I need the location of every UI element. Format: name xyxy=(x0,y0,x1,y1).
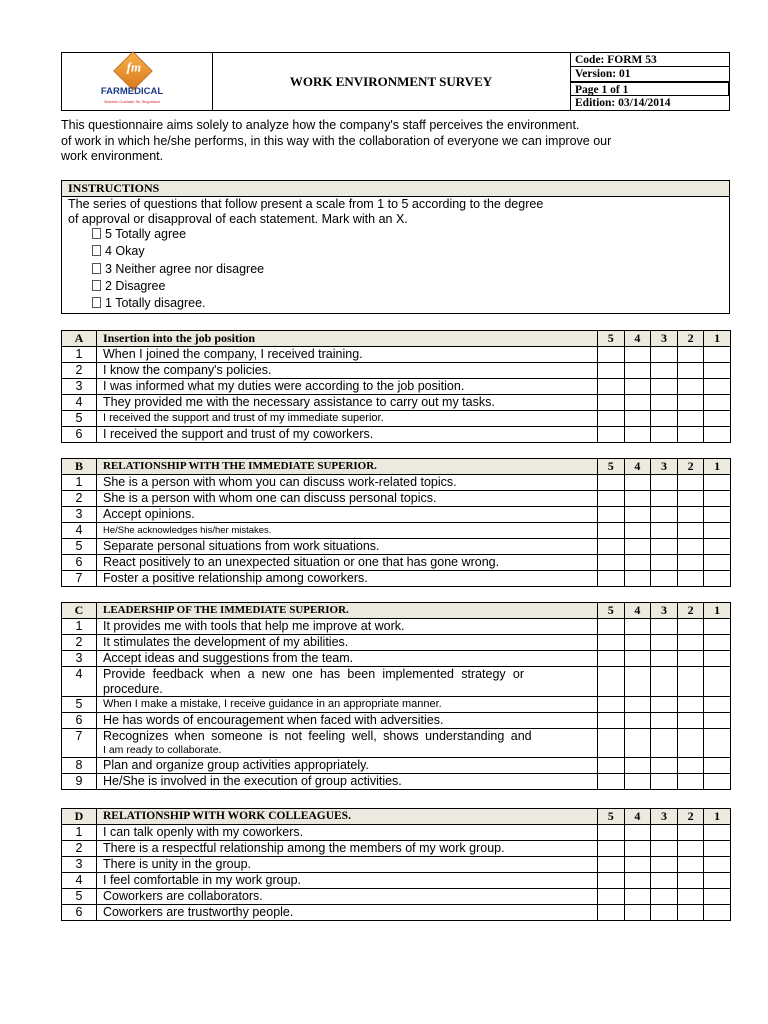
question-row xyxy=(62,363,731,379)
section-title: RELATIONSHIP WITH THE IMMEDIATE SUPERIOR. xyxy=(97,459,598,475)
answer-cell[interactable] xyxy=(598,905,625,921)
answer-cell[interactable] xyxy=(704,825,731,841)
answer-cell[interactable] xyxy=(624,491,651,507)
answer-cell[interactable] xyxy=(624,507,651,523)
answer-cell[interactable] xyxy=(677,729,704,758)
question-row xyxy=(62,889,731,905)
question-text: When I make a mistake, I receive guidance in an appropriate manner. xyxy=(97,697,598,713)
question-row xyxy=(62,905,731,921)
scale-header: 5 xyxy=(598,809,625,825)
question-text: She is a person with whom one can discuss personal topics. xyxy=(97,491,598,507)
question-row xyxy=(62,774,731,790)
answer-cell[interactable] xyxy=(677,555,704,571)
answer-cell[interactable] xyxy=(624,857,651,873)
answer-cell[interactable] xyxy=(624,873,651,889)
section-header-row xyxy=(62,809,731,825)
question-number: 6 xyxy=(62,905,97,921)
question-number: 6 xyxy=(62,555,97,571)
answer-cell[interactable] xyxy=(677,697,704,713)
answer-cell[interactable] xyxy=(598,729,625,758)
answer-cell[interactable] xyxy=(651,873,678,889)
scale-option: 2 Disagree xyxy=(68,278,729,295)
question-text: Separate personal situations from work situations. xyxy=(97,539,598,555)
question-number: 6 xyxy=(62,713,97,729)
answer-cell[interactable] xyxy=(677,873,704,889)
question-number: 3 xyxy=(62,857,97,873)
scale-option: 3 Neither agree nor disagree xyxy=(68,261,729,278)
answer-cell[interactable] xyxy=(677,758,704,774)
question-number: 4 xyxy=(62,395,97,411)
answer-cell[interactable] xyxy=(651,539,678,555)
question-number: 5 xyxy=(62,697,97,713)
question-number: 8 xyxy=(62,758,97,774)
answer-cell[interactable] xyxy=(598,363,625,379)
answer-cell[interactable] xyxy=(598,667,625,697)
answer-cell[interactable] xyxy=(651,491,678,507)
question-text: React positively to an unexpected situation or one that has gone wrong. xyxy=(97,555,598,571)
section-letter: C xyxy=(62,603,97,619)
section-header-row xyxy=(62,459,731,475)
question-text: He has words of encouragement when faced with adversities. xyxy=(97,713,598,729)
scale-option: 5 Totally agree xyxy=(68,226,729,243)
answer-cell[interactable] xyxy=(624,774,651,790)
question-number: 4 xyxy=(62,873,97,889)
answer-cell[interactable] xyxy=(651,651,678,667)
intro-line: This questionnaire aims solely to analyze how the company's staff perceives the environment. xyxy=(61,118,580,132)
question-row xyxy=(62,411,731,427)
farmedical-logo xyxy=(92,57,202,109)
question-number: 1 xyxy=(62,347,97,363)
answer-cell[interactable] xyxy=(624,379,651,395)
answer-cell[interactable] xyxy=(651,774,678,790)
answer-cell[interactable] xyxy=(598,379,625,395)
answer-cell[interactable] xyxy=(624,758,651,774)
answer-cell[interactable] xyxy=(677,667,704,697)
question-number: 7 xyxy=(62,729,97,758)
question-row xyxy=(62,427,731,443)
answer-cell[interactable] xyxy=(651,571,678,587)
question-text: There is unity in the group. xyxy=(97,857,598,873)
answer-cell[interactable] xyxy=(704,667,731,697)
answer-cell[interactable] xyxy=(624,427,651,443)
answer-cell[interactable] xyxy=(624,475,651,491)
scale-header: 4 xyxy=(624,459,651,475)
form-header xyxy=(61,52,730,111)
answer-cell[interactable] xyxy=(624,619,651,635)
answer-cell[interactable] xyxy=(598,507,625,523)
answer-cell[interactable] xyxy=(704,379,731,395)
question-text: I was informed what my duties were according to the job position. xyxy=(97,379,598,395)
answer-cell[interactable] xyxy=(624,363,651,379)
answer-cell[interactable] xyxy=(598,571,625,587)
answer-cell[interactable] xyxy=(704,758,731,774)
question-text: There is a respectful relationship among the members of my work group. xyxy=(97,841,598,857)
answer-cell[interactable] xyxy=(624,713,651,729)
answer-cell[interactable] xyxy=(704,347,731,363)
question-text: I received the support and trust of my immediate superior. xyxy=(97,411,598,427)
answer-cell[interactable] xyxy=(677,491,704,507)
answer-cell[interactable] xyxy=(598,411,625,427)
question-number: 3 xyxy=(62,651,97,667)
answer-cell[interactable] xyxy=(677,825,704,841)
question-number: 5 xyxy=(62,411,97,427)
question-number: 2 xyxy=(62,635,97,651)
answer-cell[interactable] xyxy=(677,905,704,921)
checkbox-icon xyxy=(92,228,101,239)
answer-cell[interactable] xyxy=(704,395,731,411)
question-number: 1 xyxy=(62,619,97,635)
answer-cell[interactable] xyxy=(651,758,678,774)
question-text: I know the company's policies. xyxy=(97,363,598,379)
answer-cell[interactable] xyxy=(651,395,678,411)
scale-header: 4 xyxy=(624,331,651,347)
logo-cell xyxy=(62,53,213,110)
answer-cell[interactable] xyxy=(704,841,731,857)
answer-cell[interactable] xyxy=(651,379,678,395)
question-row xyxy=(62,635,731,651)
scale-header: 5 xyxy=(598,331,625,347)
form-meta xyxy=(571,53,729,110)
question-text: Coworkers are collaborators. xyxy=(97,889,598,905)
scale-header: 2 xyxy=(677,603,704,619)
answer-cell[interactable] xyxy=(598,873,625,889)
scale-header: 5 xyxy=(598,603,625,619)
question-text: I feel comfortable in my work group. xyxy=(97,873,598,889)
question-row xyxy=(62,841,731,857)
answer-cell[interactable] xyxy=(677,651,704,667)
answer-cell[interactable] xyxy=(624,841,651,857)
question-text: Recognizes when someone is not feeling well, shows understanding and I am ready to collaborate. xyxy=(97,729,598,758)
answer-cell[interactable] xyxy=(598,395,625,411)
question-number: 4 xyxy=(62,667,97,697)
answer-cell[interactable] xyxy=(624,347,651,363)
question-row xyxy=(62,475,731,491)
answer-cell[interactable] xyxy=(677,539,704,555)
answer-cell[interactable] xyxy=(651,825,678,841)
question-text: He/She is involved in the execution of group activities. xyxy=(97,774,598,790)
section-letter: B xyxy=(62,459,97,475)
answer-cell[interactable] xyxy=(651,713,678,729)
checkbox-icon xyxy=(92,245,101,256)
section-letter: A xyxy=(62,331,97,347)
question-number: 2 xyxy=(62,491,97,507)
answer-cell[interactable] xyxy=(598,539,625,555)
scale-option: 1 Totally disagree. xyxy=(68,295,729,312)
question-row xyxy=(62,491,731,507)
answer-cell[interactable] xyxy=(704,363,731,379)
instructions-text: of approval or disapproval of each statement. Mark with an X. xyxy=(68,211,408,226)
scale-header: 3 xyxy=(651,459,678,475)
answer-cell[interactable] xyxy=(651,347,678,363)
answer-cell[interactable] xyxy=(651,635,678,651)
question-row xyxy=(62,713,731,729)
question-row xyxy=(62,539,731,555)
answer-cell[interactable] xyxy=(651,667,678,697)
answer-cell[interactable] xyxy=(624,889,651,905)
question-number: 7 xyxy=(62,571,97,587)
question-text: Provide feedback when a new one has been implemented strategy or procedure. xyxy=(97,667,598,697)
answer-cell[interactable] xyxy=(677,411,704,427)
scale-header: 1 xyxy=(704,459,731,475)
section-b-table xyxy=(61,458,731,587)
question-text: Foster a positive relationship among coworkers. xyxy=(97,571,598,587)
question-number: 1 xyxy=(62,825,97,841)
answer-cell[interactable] xyxy=(651,363,678,379)
answer-cell[interactable] xyxy=(704,697,731,713)
answer-cell[interactable] xyxy=(651,523,678,539)
question-text: He/She acknowledges his/her mistakes. xyxy=(97,523,598,539)
answer-cell[interactable] xyxy=(704,475,731,491)
answer-cell[interactable] xyxy=(677,635,704,651)
answer-cell[interactable] xyxy=(651,475,678,491)
answer-cell[interactable] xyxy=(598,347,625,363)
instructions-text: The series of questions that follow present a scale from 1 to 5 according to the degree xyxy=(68,197,544,211)
answer-cell[interactable] xyxy=(651,841,678,857)
answer-cell[interactable] xyxy=(651,857,678,873)
answer-cell[interactable] xyxy=(624,539,651,555)
form-edition: Edition: 03/14/2014 xyxy=(575,96,671,109)
question-row xyxy=(62,619,731,635)
answer-cell[interactable] xyxy=(704,905,731,921)
question-text: I received the support and trust of my coworkers. xyxy=(97,427,598,443)
intro-line: work environment. xyxy=(61,149,164,163)
answer-cell[interactable] xyxy=(624,395,651,411)
scale-header: 4 xyxy=(624,603,651,619)
question-number: 9 xyxy=(62,774,97,790)
checkbox-icon xyxy=(92,263,101,274)
logo-tagline: Nuestro Cuidado Su Seguridad xyxy=(104,99,160,104)
scale-option: 4 Okay xyxy=(68,243,729,260)
answer-cell[interactable] xyxy=(598,758,625,774)
answer-cell[interactable] xyxy=(624,571,651,587)
answer-cell[interactable] xyxy=(677,571,704,587)
question-number: 5 xyxy=(62,889,97,905)
answer-cell[interactable] xyxy=(704,427,731,443)
section-a-table xyxy=(61,330,731,443)
answer-cell[interactable] xyxy=(624,555,651,571)
question-row xyxy=(62,667,731,697)
answer-cell[interactable] xyxy=(704,571,731,587)
answer-cell[interactable] xyxy=(651,411,678,427)
answer-cell[interactable] xyxy=(598,619,625,635)
answer-cell[interactable] xyxy=(677,619,704,635)
question-row xyxy=(62,873,731,889)
answer-cell[interactable] xyxy=(651,619,678,635)
answer-cell[interactable] xyxy=(677,523,704,539)
scale-header: 3 xyxy=(651,603,678,619)
question-number: 1 xyxy=(62,475,97,491)
answer-cell[interactable] xyxy=(598,889,625,905)
scale-header: 2 xyxy=(677,809,704,825)
question-number: 3 xyxy=(62,507,97,523)
answer-cell[interactable] xyxy=(704,729,731,758)
answer-cell[interactable] xyxy=(677,395,704,411)
section-c-table xyxy=(61,602,731,790)
answer-cell[interactable] xyxy=(704,774,731,790)
answer-cell[interactable] xyxy=(704,523,731,539)
question-number: 4 xyxy=(62,523,97,539)
question-text: Coworkers are trustworthy people. xyxy=(97,905,598,921)
question-row xyxy=(62,857,731,873)
question-text: I can talk openly with my coworkers. xyxy=(97,825,598,841)
answer-cell[interactable] xyxy=(704,619,731,635)
answer-cell[interactable] xyxy=(651,905,678,921)
answer-cell[interactable] xyxy=(598,841,625,857)
instructions-body xyxy=(62,197,729,313)
answer-cell[interactable] xyxy=(651,729,678,758)
answer-cell[interactable] xyxy=(598,523,625,539)
scale-header: 1 xyxy=(704,809,731,825)
scale-header: 1 xyxy=(704,603,731,619)
question-row xyxy=(62,651,731,667)
section-d-table xyxy=(61,808,731,921)
checkbox-icon xyxy=(92,280,101,291)
answer-cell[interactable] xyxy=(677,427,704,443)
answer-cell[interactable] xyxy=(704,713,731,729)
question-row xyxy=(62,395,731,411)
scale-header: 2 xyxy=(677,459,704,475)
answer-cell[interactable] xyxy=(624,523,651,539)
answer-cell[interactable] xyxy=(677,713,704,729)
scale-header: 4 xyxy=(624,809,651,825)
instructions-heading: INSTRUCTIONS xyxy=(62,181,729,197)
answer-cell[interactable] xyxy=(598,697,625,713)
answer-cell[interactable] xyxy=(677,347,704,363)
question-row xyxy=(62,825,731,841)
section-title: Insertion into the job position xyxy=(97,331,598,347)
answer-cell[interactable] xyxy=(624,697,651,713)
intro-line: of work in which he/she performs, in this way with the collaboration of everyone we can improve our xyxy=(61,133,612,148)
question-number: 2 xyxy=(62,363,97,379)
answer-cell[interactable] xyxy=(704,857,731,873)
answer-cell[interactable] xyxy=(677,475,704,491)
section-letter: D xyxy=(62,809,97,825)
scale-header: 2 xyxy=(677,331,704,347)
question-row xyxy=(62,379,731,395)
scale-header: 3 xyxy=(651,331,678,347)
answer-cell[interactable] xyxy=(704,635,731,651)
answer-cell[interactable] xyxy=(677,507,704,523)
question-number: 5 xyxy=(62,539,97,555)
question-text: She is a person with whom you can discuss work-related topics. xyxy=(97,475,598,491)
question-row xyxy=(62,555,731,571)
answer-cell[interactable] xyxy=(704,555,731,571)
scale-header: 5 xyxy=(598,459,625,475)
form-title: WORK ENVIRONMENT SURVEY xyxy=(212,53,571,110)
question-row xyxy=(62,507,731,523)
answer-cell[interactable] xyxy=(598,475,625,491)
answer-cell[interactable] xyxy=(704,873,731,889)
question-row xyxy=(62,523,731,539)
answer-cell[interactable] xyxy=(704,411,731,427)
question-row xyxy=(62,347,731,363)
answer-cell[interactable] xyxy=(624,825,651,841)
section-title: LEADERSHIP OF THE IMMEDIATE SUPERIOR. xyxy=(97,603,598,619)
form-page: Page 1 of 1 xyxy=(570,82,729,96)
answer-cell[interactable] xyxy=(598,635,625,651)
answer-cell[interactable] xyxy=(598,555,625,571)
question-text: It stimulates the development of my abilities. xyxy=(97,635,598,651)
question-text: It provides me with tools that help me improve at work. xyxy=(97,619,598,635)
answer-cell[interactable] xyxy=(677,841,704,857)
answer-cell[interactable] xyxy=(704,491,731,507)
section-header-row xyxy=(62,331,731,347)
form-code: Code: FORM 53 xyxy=(571,53,729,67)
logo-name: FARMEDICAL xyxy=(100,86,164,97)
answer-cell[interactable] xyxy=(598,825,625,841)
answer-cell[interactable] xyxy=(598,651,625,667)
answer-cell[interactable] xyxy=(677,379,704,395)
intro-paragraph xyxy=(61,118,741,165)
answer-cell[interactable] xyxy=(704,539,731,555)
answer-cell[interactable] xyxy=(677,774,704,790)
answer-cell[interactable] xyxy=(704,651,731,667)
section-title: RELATIONSHIP WITH WORK COLLEAGUES. xyxy=(97,809,598,825)
question-text: When I joined the company, I received training. xyxy=(97,347,598,363)
question-row xyxy=(62,758,731,774)
answer-cell[interactable] xyxy=(624,651,651,667)
instructions-box xyxy=(61,180,730,314)
question-row xyxy=(62,697,731,713)
answer-cell[interactable] xyxy=(598,427,625,443)
answer-cell[interactable] xyxy=(677,363,704,379)
question-text: Plan and organize group activities appropriately. xyxy=(97,758,598,774)
question-number: 3 xyxy=(62,379,97,395)
answer-cell[interactable] xyxy=(624,635,651,651)
answer-cell[interactable] xyxy=(677,889,704,905)
answer-cell[interactable] xyxy=(651,507,678,523)
answer-cell[interactable] xyxy=(624,667,651,697)
question-number: 6 xyxy=(62,427,97,443)
answer-cell[interactable] xyxy=(598,713,625,729)
scale-header: 1 xyxy=(704,331,731,347)
answer-cell[interactable] xyxy=(651,427,678,443)
question-row xyxy=(62,571,731,587)
section-header-row xyxy=(62,603,731,619)
answer-cell[interactable] xyxy=(624,729,651,758)
logo-emblem-icon: fm xyxy=(113,51,153,91)
question-text: Accept opinions. xyxy=(97,507,598,523)
answer-cell[interactable] xyxy=(704,889,731,905)
answer-cell[interactable] xyxy=(651,889,678,905)
question-number: 2 xyxy=(62,841,97,857)
checkbox-icon xyxy=(92,297,101,308)
answer-cell[interactable] xyxy=(598,857,625,873)
form-version: Version: 01 xyxy=(571,67,729,81)
answer-cell[interactable] xyxy=(677,857,704,873)
answer-cell[interactable] xyxy=(598,774,625,790)
answer-cell[interactable] xyxy=(598,491,625,507)
answer-cell[interactable] xyxy=(651,555,678,571)
question-text: Accept ideas and suggestions from the team. xyxy=(97,651,598,667)
question-text: They provided me with the necessary assistance to carry out my tasks. xyxy=(97,395,598,411)
answer-cell[interactable] xyxy=(624,411,651,427)
answer-cell[interactable] xyxy=(651,697,678,713)
answer-cell[interactable] xyxy=(624,905,651,921)
scale-header: 3 xyxy=(651,809,678,825)
answer-cell[interactable] xyxy=(704,507,731,523)
question-row xyxy=(62,729,731,758)
